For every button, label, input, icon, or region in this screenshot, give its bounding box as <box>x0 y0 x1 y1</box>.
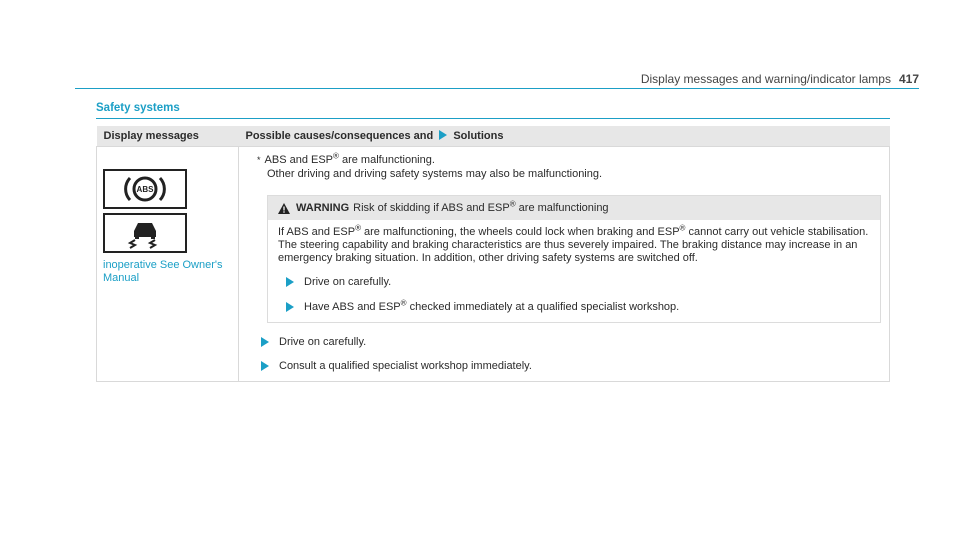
warning-header <box>268 196 880 220</box>
section-rule <box>96 118 890 119</box>
solutions-arrow-icon <box>439 130 447 140</box>
w1-post: cannot carry out vehicle stabilisation. <box>685 226 869 238</box>
cause-line-2: Other driving and driving safety systems may also be malfunctioning. <box>267 168 603 180</box>
warning-paragraph-1 <box>278 223 870 239</box>
display-message-text: inoperative See Owner's Manual <box>103 259 223 284</box>
warning-paragraph-2: The steering capability and braking characteristics are thus severely impaired. The braking distance may increase in an emergency braking situation. In addition, other driving safety systems are switched off. <box>278 239 858 264</box>
running-head <box>641 72 919 86</box>
warning-action-2 <box>278 300 870 314</box>
section-title: Safety systems <box>96 102 180 114</box>
causes-solutions-cell <box>239 147 890 382</box>
esp-skid-icon <box>103 213 187 253</box>
action-arrow-icon <box>286 277 294 287</box>
registered-mark: ® <box>509 199 516 209</box>
header-causes-solutions <box>239 126 890 147</box>
warning-action-2-text <box>304 300 679 314</box>
table-row <box>97 147 890 382</box>
warning-triangle-icon <box>278 203 290 214</box>
solution-action-1 <box>253 335 881 349</box>
wa2-post: checked immediately at a qualified specialist workshop. <box>406 301 680 313</box>
header-rule <box>75 88 919 89</box>
header-causes-text: Possible causes/consequences and <box>245 130 434 142</box>
action-arrow-icon <box>261 337 269 347</box>
action-arrow-icon <box>261 361 269 371</box>
warning-head-post: are malfunctioning <box>515 202 609 214</box>
registered-mark: ® <box>355 223 361 233</box>
display-messages-table <box>96 126 890 382</box>
warning-head-pre: Risk of skidding if ABS and ESP <box>353 202 510 214</box>
registered-mark: ® <box>400 298 407 308</box>
table-header-row <box>97 126 890 147</box>
warning-box <box>267 195 881 323</box>
warning-label: WARNING <box>296 202 350 214</box>
running-head-title: Display messages and warning/indicator lamps <box>640 72 891 86</box>
warning-action-1-text: Drive on carefully. <box>304 276 392 288</box>
w1-pre: If ABS and ESP <box>278 226 356 238</box>
abs-warning-icon <box>103 169 187 209</box>
warning-head-text <box>353 201 608 215</box>
svg-text:ABS: ABS <box>136 185 154 194</box>
cause-line-1 <box>257 153 881 167</box>
registered-mark: ® <box>679 223 686 233</box>
header-display-messages: Display messages <box>97 126 239 147</box>
cause-text-end: are malfunctioning. <box>338 154 435 166</box>
solution-action-2 <box>253 359 881 373</box>
page-number: 417 <box>898 72 919 86</box>
footnote-star: * <box>257 155 261 165</box>
display-cell <box>97 147 239 382</box>
w1-mid: are malfunctioning, the wheels could lock when braking and ESP <box>360 226 680 238</box>
action-arrow-icon <box>286 302 294 312</box>
registered-mark: ® <box>333 151 339 161</box>
wa2-pre: Have ABS and ESP <box>304 301 401 313</box>
solution-action-1-text: Drive on carefully. <box>279 336 367 348</box>
solution-action-2-text: Consult a qualified specialist workshop immediately. <box>279 360 532 372</box>
warning-body <box>268 220 880 322</box>
header-solutions-text: Solutions <box>453 130 504 142</box>
cause-text: ABS and ESP <box>264 154 334 166</box>
warning-action-1 <box>278 275 870 289</box>
